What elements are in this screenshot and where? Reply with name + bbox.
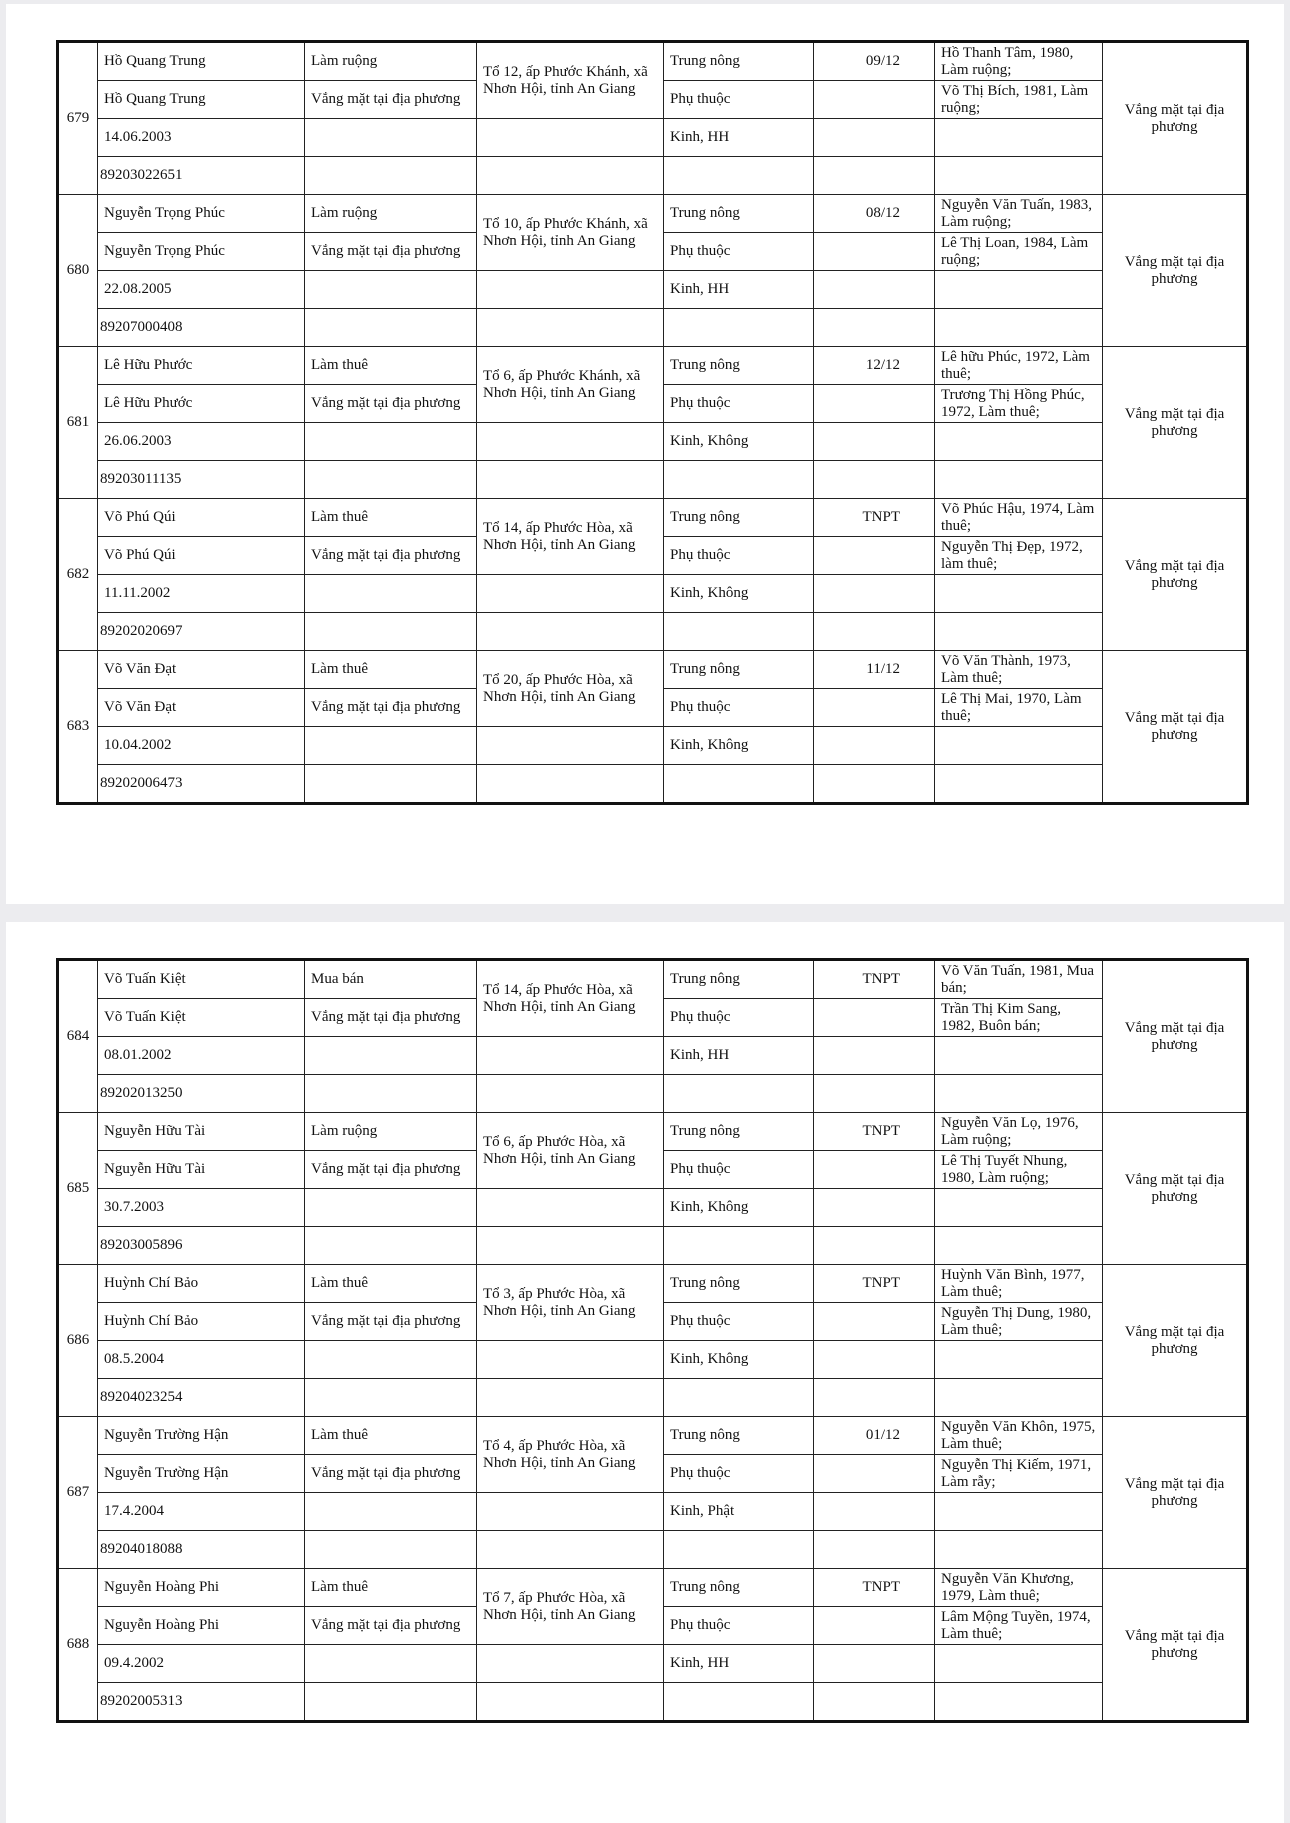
empty-cell [814, 1151, 935, 1189]
empty-cell [305, 309, 477, 347]
empty-cell [305, 1037, 477, 1075]
empty-cell [477, 461, 664, 499]
table-row [58, 1075, 1248, 1113]
empty-cell [935, 613, 1103, 651]
full-name-repeat: Huỳnh Chí Bảo [98, 1303, 305, 1341]
full-name: Nguyễn Hữu Tài [98, 1113, 305, 1151]
empty-cell [814, 271, 935, 309]
document-page-1 [6, 4, 1284, 904]
empty-cell [814, 765, 935, 804]
table-row [58, 1341, 1248, 1379]
family-class: Trung nông [664, 347, 814, 385]
date-of-birth: 10.04.2002 [98, 727, 305, 765]
empty-cell [305, 1379, 477, 1417]
empty-cell [814, 1189, 935, 1227]
mother-info: Nguyễn Thị Kiếm, 1971, Làm rẫy; [935, 1455, 1103, 1493]
dependency-status: Phụ thuộc [664, 1151, 814, 1189]
registry-table-page-2 [56, 958, 1249, 1723]
mother-info: Võ Thị Bích, 1981, Làm ruộng; [935, 81, 1103, 119]
full-name: Võ Tuấn Kiệt [98, 960, 305, 999]
id-number: 89204018088 [98, 1531, 305, 1569]
ethnicity-religion: Kinh, Không [664, 1341, 814, 1379]
empty-cell [935, 461, 1103, 499]
absence-status: Vắng mặt tại địa phương [1103, 347, 1248, 499]
education-level: TNPT [814, 960, 935, 999]
date-of-birth: 11.11.2002 [98, 575, 305, 613]
id-number: 89202020697 [98, 613, 305, 651]
current-status: Vắng mặt tại địa phương [305, 233, 477, 271]
family-class: Trung nông [664, 1265, 814, 1303]
father-info: Nguyễn Văn Khôn, 1975, Làm thuê; [935, 1417, 1103, 1455]
family-class: Trung nông [664, 1569, 814, 1607]
absence-status: Vắng mặt tại địa phương [1103, 1417, 1248, 1569]
ethnicity-religion: Kinh, HH [664, 1645, 814, 1683]
mother-info: Trương Thị Hồng Phúc, 1972, Làm thuê; [935, 385, 1103, 423]
empty-cell [814, 1683, 935, 1722]
empty-cell [935, 575, 1103, 613]
empty-cell [305, 575, 477, 613]
table-row [58, 1645, 1248, 1683]
occupation: Làm thuê [305, 1417, 477, 1455]
empty-cell [814, 1493, 935, 1531]
empty-cell [814, 575, 935, 613]
empty-cell [814, 309, 935, 347]
empty-cell [814, 423, 935, 461]
empty-cell [935, 1531, 1103, 1569]
full-name-repeat: Võ Phú Qúi [98, 537, 305, 575]
current-status: Vắng mặt tại địa phương [305, 81, 477, 119]
ethnicity-religion: Kinh, HH [664, 271, 814, 309]
record-number: 681 [58, 347, 98, 499]
ethnicity-religion: Kinh, HH [664, 119, 814, 157]
record-number: 686 [58, 1265, 98, 1417]
current-status: Vắng mặt tại địa phương [305, 385, 477, 423]
empty-cell [664, 157, 814, 195]
occupation: Làm thuê [305, 1569, 477, 1607]
table-row [58, 960, 1248, 999]
table-row [58, 347, 1248, 385]
empty-cell [477, 613, 664, 651]
empty-cell [477, 119, 664, 157]
empty-cell [814, 1379, 935, 1417]
table-row [58, 1227, 1248, 1265]
table-row [58, 309, 1248, 347]
full-name: Võ Văn Đạt [98, 651, 305, 689]
father-info: Nguyễn Văn Lọ, 1976, Làm ruộng; [935, 1113, 1103, 1151]
empty-cell [477, 1037, 664, 1075]
date-of-birth: 08.01.2002 [98, 1037, 305, 1075]
table-row [58, 42, 1248, 81]
id-number: 89202013250 [98, 1075, 305, 1113]
registry-table-page-1 [56, 40, 1249, 805]
empty-cell [305, 157, 477, 195]
ethnicity-religion: Kinh, Phật [664, 1493, 814, 1531]
absence-status: Vắng mặt tại địa phương [1103, 499, 1248, 651]
education-level: TNPT [814, 1569, 935, 1607]
occupation: Làm ruộng [305, 1113, 477, 1151]
empty-cell [814, 1227, 935, 1265]
empty-cell [814, 1341, 935, 1379]
absence-status: Vắng mặt tại địa phương [1103, 960, 1248, 1113]
mother-info: Trần Thị Kim Sang, 1982, Buôn bán; [935, 999, 1103, 1037]
empty-cell [305, 727, 477, 765]
empty-cell [814, 233, 935, 271]
occupation: Mua bán [305, 960, 477, 999]
full-name: Nguyễn Hoàng Phi [98, 1569, 305, 1607]
address: Tổ 14, ấp Phước Hòa, xã Nhơn Hội, tỉnh An Giang [477, 960, 664, 1037]
table-row [58, 423, 1248, 461]
education-level: 12/12 [814, 347, 935, 385]
table-row [58, 765, 1248, 804]
empty-cell [935, 309, 1103, 347]
full-name-repeat: Nguyễn Trọng Phúc [98, 233, 305, 271]
address: Tổ 20, ấp Phước Hòa, xã Nhơn Hội, tỉnh An Giang [477, 651, 664, 727]
empty-cell [477, 1645, 664, 1683]
empty-cell [305, 1189, 477, 1227]
father-info: Võ Văn Thành, 1973, Làm thuê; [935, 651, 1103, 689]
education-level: 01/12 [814, 1417, 935, 1455]
empty-cell [814, 1037, 935, 1075]
mother-info: Nguyễn Thị Đẹp, 1972, làm thuê; [935, 537, 1103, 575]
empty-cell [664, 765, 814, 804]
empty-cell [664, 1531, 814, 1569]
empty-cell [664, 1227, 814, 1265]
table-row [58, 651, 1248, 689]
record-number: 680 [58, 195, 98, 347]
father-info: Hồ Thanh Tâm, 1980, Làm ruộng; [935, 42, 1103, 81]
occupation: Làm thuê [305, 1265, 477, 1303]
table-row [58, 271, 1248, 309]
empty-cell [305, 461, 477, 499]
family-class: Trung nông [664, 499, 814, 537]
full-name-repeat: Nguyễn Trường Hận [98, 1455, 305, 1493]
empty-cell [305, 423, 477, 461]
address: Tổ 12, ấp Phước Khánh, xã Nhơn Hội, tỉnh An Giang [477, 42, 664, 119]
empty-cell [935, 1227, 1103, 1265]
dependency-status: Phụ thuộc [664, 537, 814, 575]
empty-cell [477, 271, 664, 309]
empty-cell [477, 1531, 664, 1569]
current-status: Vắng mặt tại địa phương [305, 1151, 477, 1189]
absence-status: Vắng mặt tại địa phương [1103, 651, 1248, 804]
empty-cell [477, 423, 664, 461]
document-page-2 [6, 922, 1284, 1823]
family-class: Trung nông [664, 960, 814, 999]
full-name: Lê Hữu Phước [98, 347, 305, 385]
table-row [58, 119, 1248, 157]
full-name-repeat: Võ Tuấn Kiệt [98, 999, 305, 1037]
date-of-birth: 14.06.2003 [98, 119, 305, 157]
full-name-repeat: Võ Văn Đạt [98, 689, 305, 727]
mother-info: Lê Thị Loan, 1984, Làm ruộng; [935, 233, 1103, 271]
id-number: 89202006473 [98, 765, 305, 804]
dependency-status: Phụ thuộc [664, 385, 814, 423]
empty-cell [935, 1341, 1103, 1379]
empty-cell [935, 1189, 1103, 1227]
ethnicity-religion: Kinh, HH [664, 1037, 814, 1075]
id-number: 89203011135 [98, 461, 305, 499]
empty-cell [814, 385, 935, 423]
empty-cell [305, 1493, 477, 1531]
empty-cell [664, 1075, 814, 1113]
current-status: Vắng mặt tại địa phương [305, 1455, 477, 1493]
education-level: TNPT [814, 1265, 935, 1303]
table-row [58, 1037, 1248, 1075]
table-row [58, 575, 1248, 613]
address: Tổ 10, ấp Phước Khánh, xã Nhơn Hội, tỉnh An Giang [477, 195, 664, 271]
date-of-birth: 09.4.2002 [98, 1645, 305, 1683]
full-name: Nguyễn Trường Hận [98, 1417, 305, 1455]
dependency-status: Phụ thuộc [664, 233, 814, 271]
empty-cell [935, 1645, 1103, 1683]
full-name: Huỳnh Chí Bảo [98, 1265, 305, 1303]
empty-cell [814, 1455, 935, 1493]
date-of-birth: 22.08.2005 [98, 271, 305, 309]
absence-status: Vắng mặt tại địa phương [1103, 1569, 1248, 1722]
empty-cell [305, 1341, 477, 1379]
table-row [58, 461, 1248, 499]
date-of-birth: 30.7.2003 [98, 1189, 305, 1227]
family-class: Trung nông [664, 651, 814, 689]
record-number: 683 [58, 651, 98, 804]
family-class: Trung nông [664, 1113, 814, 1151]
empty-cell [305, 1227, 477, 1265]
empty-cell [477, 1189, 664, 1227]
occupation: Làm thuê [305, 347, 477, 385]
empty-cell [477, 1227, 664, 1265]
record-number: 688 [58, 1569, 98, 1722]
ethnicity-religion: Kinh, Không [664, 575, 814, 613]
record-number: 679 [58, 42, 98, 195]
empty-cell [477, 309, 664, 347]
empty-cell [935, 119, 1103, 157]
education-level: 09/12 [814, 42, 935, 81]
empty-cell [477, 765, 664, 804]
occupation: Làm ruộng [305, 195, 477, 233]
empty-cell [935, 765, 1103, 804]
table-row [58, 1189, 1248, 1227]
father-info: Lê hữu Phúc, 1972, Làm thuê; [935, 347, 1103, 385]
family-class: Trung nông [664, 42, 814, 81]
empty-cell [305, 1531, 477, 1569]
empty-cell [305, 1075, 477, 1113]
mother-info: Nguyễn Thị Dung, 1980, Làm thuê; [935, 1303, 1103, 1341]
father-info: Võ Văn Tuấn, 1981, Mua bán; [935, 960, 1103, 999]
empty-cell [477, 1379, 664, 1417]
id-number: 89203005896 [98, 1227, 305, 1265]
current-status: Vắng mặt tại địa phương [305, 537, 477, 575]
father-info: Nguyễn Văn Tuấn, 1983, Làm ruộng; [935, 195, 1103, 233]
empty-cell [477, 727, 664, 765]
date-of-birth: 17.4.2004 [98, 1493, 305, 1531]
empty-cell [814, 1531, 935, 1569]
empty-cell [477, 575, 664, 613]
table-row [58, 613, 1248, 651]
empty-cell [814, 119, 935, 157]
empty-cell [477, 1341, 664, 1379]
dependency-status: Phụ thuộc [664, 1303, 814, 1341]
table-row [58, 1379, 1248, 1417]
table-row [58, 1531, 1248, 1569]
id-number: 89204023254 [98, 1379, 305, 1417]
empty-cell [664, 461, 814, 499]
absence-status: Vắng mặt tại địa phương [1103, 1113, 1248, 1265]
empty-cell [305, 765, 477, 804]
table-row [58, 1113, 1248, 1151]
empty-cell [305, 271, 477, 309]
empty-cell [814, 1645, 935, 1683]
mother-info: Lê Thị Tuyết Nhung, 1980, Làm ruộng; [935, 1151, 1103, 1189]
address: Tổ 6, ấp Phước Hòa, xã Nhơn Hội, tỉnh An Giang [477, 1113, 664, 1189]
table-row [58, 1265, 1248, 1303]
dependency-status: Phụ thuộc [664, 999, 814, 1037]
empty-cell [935, 1493, 1103, 1531]
address: Tổ 6, ấp Phước Khánh, xã Nhơn Hội, tỉnh An Giang [477, 347, 664, 423]
record-number: 687 [58, 1417, 98, 1569]
dependency-status: Phụ thuộc [664, 1455, 814, 1493]
full-name: Nguyễn Trọng Phúc [98, 195, 305, 233]
empty-cell [935, 1683, 1103, 1722]
empty-cell [305, 613, 477, 651]
absence-status: Vắng mặt tại địa phương [1103, 195, 1248, 347]
table-row [58, 1417, 1248, 1455]
full-name-repeat: Hồ Quang Trung [98, 81, 305, 119]
full-name-repeat: Nguyễn Hoàng Phi [98, 1607, 305, 1645]
dependency-status: Phụ thuộc [664, 689, 814, 727]
father-info: Võ Phúc Hậu, 1974, Làm thuê; [935, 499, 1103, 537]
education-level: 08/12 [814, 195, 935, 233]
ethnicity-religion: Kinh, Không [664, 1189, 814, 1227]
father-info: Nguyễn Văn Khương, 1979, Làm thuê; [935, 1569, 1103, 1607]
table-row [58, 195, 1248, 233]
empty-cell [935, 157, 1103, 195]
empty-cell [477, 157, 664, 195]
occupation: Làm thuê [305, 651, 477, 689]
record-number: 685 [58, 1113, 98, 1265]
current-status: Vắng mặt tại địa phương [305, 1607, 477, 1645]
empty-cell [935, 1379, 1103, 1417]
table-row [58, 1493, 1248, 1531]
empty-cell [935, 271, 1103, 309]
record-number: 684 [58, 960, 98, 1113]
dependency-status: Phụ thuộc [664, 81, 814, 119]
occupation: Làm thuê [305, 499, 477, 537]
record-number: 682 [58, 499, 98, 651]
ethnicity-religion: Kinh, Không [664, 727, 814, 765]
empty-cell [477, 1683, 664, 1722]
table-row [58, 727, 1248, 765]
full-name: Hồ Quang Trung [98, 42, 305, 81]
full-name: Võ Phú Qúi [98, 499, 305, 537]
empty-cell [664, 1379, 814, 1417]
empty-cell [814, 81, 935, 119]
address: Tổ 4, ấp Phước Hòa, xã Nhơn Hội, tỉnh An Giang [477, 1417, 664, 1493]
empty-cell [477, 1493, 664, 1531]
current-status: Vắng mặt tại địa phương [305, 999, 477, 1037]
empty-cell [814, 999, 935, 1037]
empty-cell [814, 461, 935, 499]
empty-cell [305, 1645, 477, 1683]
current-status: Vắng mặt tại địa phương [305, 689, 477, 727]
dependency-status: Phụ thuộc [664, 1607, 814, 1645]
empty-cell [814, 613, 935, 651]
empty-cell [935, 1037, 1103, 1075]
family-class: Trung nông [664, 195, 814, 233]
full-name-repeat: Lê Hữu Phước [98, 385, 305, 423]
education-level: 11/12 [814, 651, 935, 689]
id-number: 89202005313 [98, 1683, 305, 1722]
full-name-repeat: Nguyễn Hữu Tài [98, 1151, 305, 1189]
current-status: Vắng mặt tại địa phương [305, 1303, 477, 1341]
empty-cell [814, 689, 935, 727]
education-level: TNPT [814, 499, 935, 537]
address: Tổ 3, ấp Phước Hòa, xã Nhơn Hội, tỉnh An Giang [477, 1265, 664, 1341]
table-row [58, 1683, 1248, 1722]
empty-cell [664, 613, 814, 651]
empty-cell [305, 1683, 477, 1722]
empty-cell [814, 1303, 935, 1341]
empty-cell [305, 119, 477, 157]
empty-cell [664, 1683, 814, 1722]
date-of-birth: 26.06.2003 [98, 423, 305, 461]
absence-status: Vắng mặt tại địa phương [1103, 42, 1248, 195]
id-number: 89207000408 [98, 309, 305, 347]
empty-cell [935, 727, 1103, 765]
table-row [58, 157, 1248, 195]
empty-cell [814, 537, 935, 575]
address: Tổ 7, ấp Phước Hòa, xã Nhơn Hội, tỉnh An Giang [477, 1569, 664, 1645]
family-class: Trung nông [664, 1417, 814, 1455]
ethnicity-religion: Kinh, Không [664, 423, 814, 461]
empty-cell [477, 1075, 664, 1113]
empty-cell [664, 309, 814, 347]
empty-cell [814, 727, 935, 765]
father-info: Huỳnh Văn Bình, 1977, Làm thuê; [935, 1265, 1103, 1303]
table-row [58, 1569, 1248, 1607]
address: Tổ 14, ấp Phước Hòa, xã Nhơn Hội, tỉnh An Giang [477, 499, 664, 575]
empty-cell [814, 157, 935, 195]
mother-info: Lê Thị Mai, 1970, Làm thuê; [935, 689, 1103, 727]
occupation: Làm ruộng [305, 42, 477, 81]
empty-cell [814, 1075, 935, 1113]
empty-cell [935, 423, 1103, 461]
empty-cell [814, 1607, 935, 1645]
date-of-birth: 08.5.2004 [98, 1341, 305, 1379]
absence-status: Vắng mặt tại địa phương [1103, 1265, 1248, 1417]
mother-info: Lâm Mộng Tuyền, 1974, Làm thuê; [935, 1607, 1103, 1645]
id-number: 89203022651 [98, 157, 305, 195]
table-row [58, 499, 1248, 537]
education-level: TNPT [814, 1113, 935, 1151]
empty-cell [935, 1075, 1103, 1113]
